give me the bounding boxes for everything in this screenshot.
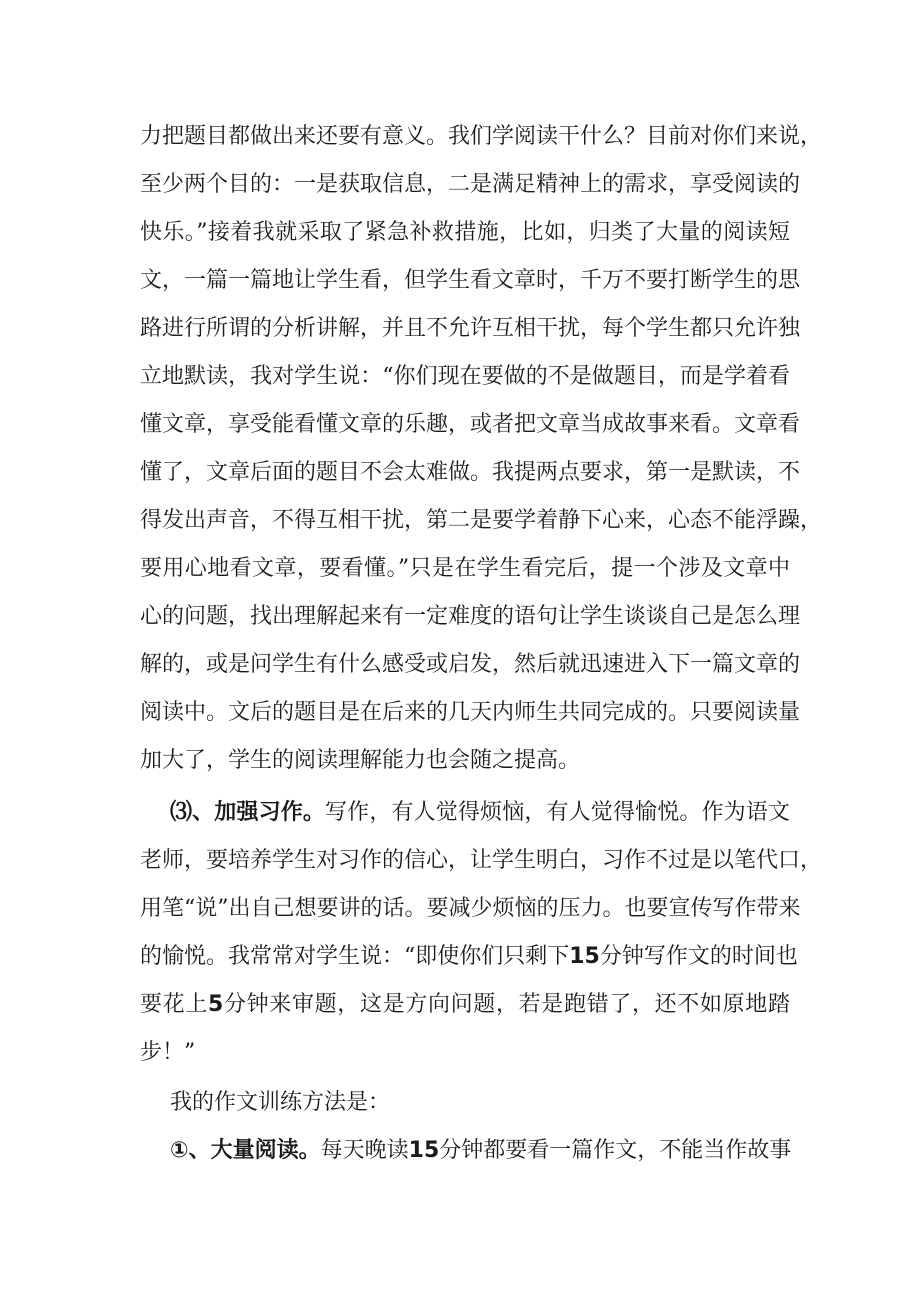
- text-line: 懂文章，享受能看懂文章的乐趣，或者把文章当成故事来看。文章看: [140, 412, 801, 437]
- number-text: 15: [569, 944, 600, 969]
- text-line: 心的问题，找出理解起来有一定难度的语句让学生谈谈自己是怎么理: [140, 604, 801, 629]
- section-writing-first-line: [170, 793, 790, 833]
- section-heading: ⑶、加强习作。: [170, 800, 326, 825]
- text-line: 懂了，文章后面的题目不会太难做。我提两点要求，第一是默读，不: [140, 460, 801, 485]
- text-line: 至少两个目的：一是获取信息，二是满足精神上的需求，享受阅读的: [140, 172, 801, 197]
- number-text: 15: [408, 1138, 440, 1163]
- text-line: 得发出声音，不得互相干扰，第二是要学着静下心来，心态不能浮躁，: [140, 508, 823, 533]
- text-line: 要花上5分钟来审题，这是方向问题，若是跑错了，还不如原地踏: [140, 992, 790, 1017]
- text-line: 用笔“说”出自己想要讲的话。要减少烦恼的压力。也要宣传写作带来: [140, 896, 801, 921]
- text-line: 加大了，学生的阅读理解能力也会随之提高。: [140, 748, 581, 773]
- text-line: 快乐。”接着我就采取了紧急补救措施，比如，归类了大量的阅读短: [140, 220, 790, 245]
- section-text: 写作，有人觉得烦恼，有人觉得愉悦。作为语文: [325, 800, 790, 825]
- text-line: 阅读中。文后的题目是在后来的几天内师生共同完成的。只要阅读量: [140, 700, 801, 725]
- text-line: 老师，要培养学生对习作的信心，让学生明白，习作不过是以笔代口，: [140, 848, 823, 873]
- text-line: 步！”: [140, 1040, 196, 1065]
- text-line: 立地默读，我对学生说：“你们现在要做的不是做题目，而是学着看: [140, 364, 790, 389]
- method-intro: 我的作文训练方法是：: [170, 1090, 391, 1115]
- number-text: 5: [208, 992, 224, 1017]
- text-line: 要用心地看文章，要看懂。”只是在学生看完后，提一个涉及文章中: [140, 556, 790, 581]
- text-line: 文，一篇一篇地让学生看，但学生看文章时，千万不要打断学生的思: [140, 268, 801, 293]
- text-line: 的愉悦。我常常对学生说：“即使你们只剩下15分钟写作文的时间也: [140, 944, 798, 969]
- text-line: 解的，或是问学生有什么感受或启发，然后就迅速进入下一篇文章的: [140, 652, 801, 677]
- text-line: 路进行所谓的分析讲解，并且不允许互相干扰，每个学生都只允许独: [140, 316, 801, 341]
- text-line: 力把题目都做出来还要有意义。我们学阅读干什么？目前对你们来说，: [140, 124, 823, 149]
- item-one-line: ①、大量阅读。每天晚读15分钟都要看一篇作文，不能当作故事: [170, 1138, 792, 1163]
- item-heading: ①、大量阅读。: [170, 1138, 321, 1163]
